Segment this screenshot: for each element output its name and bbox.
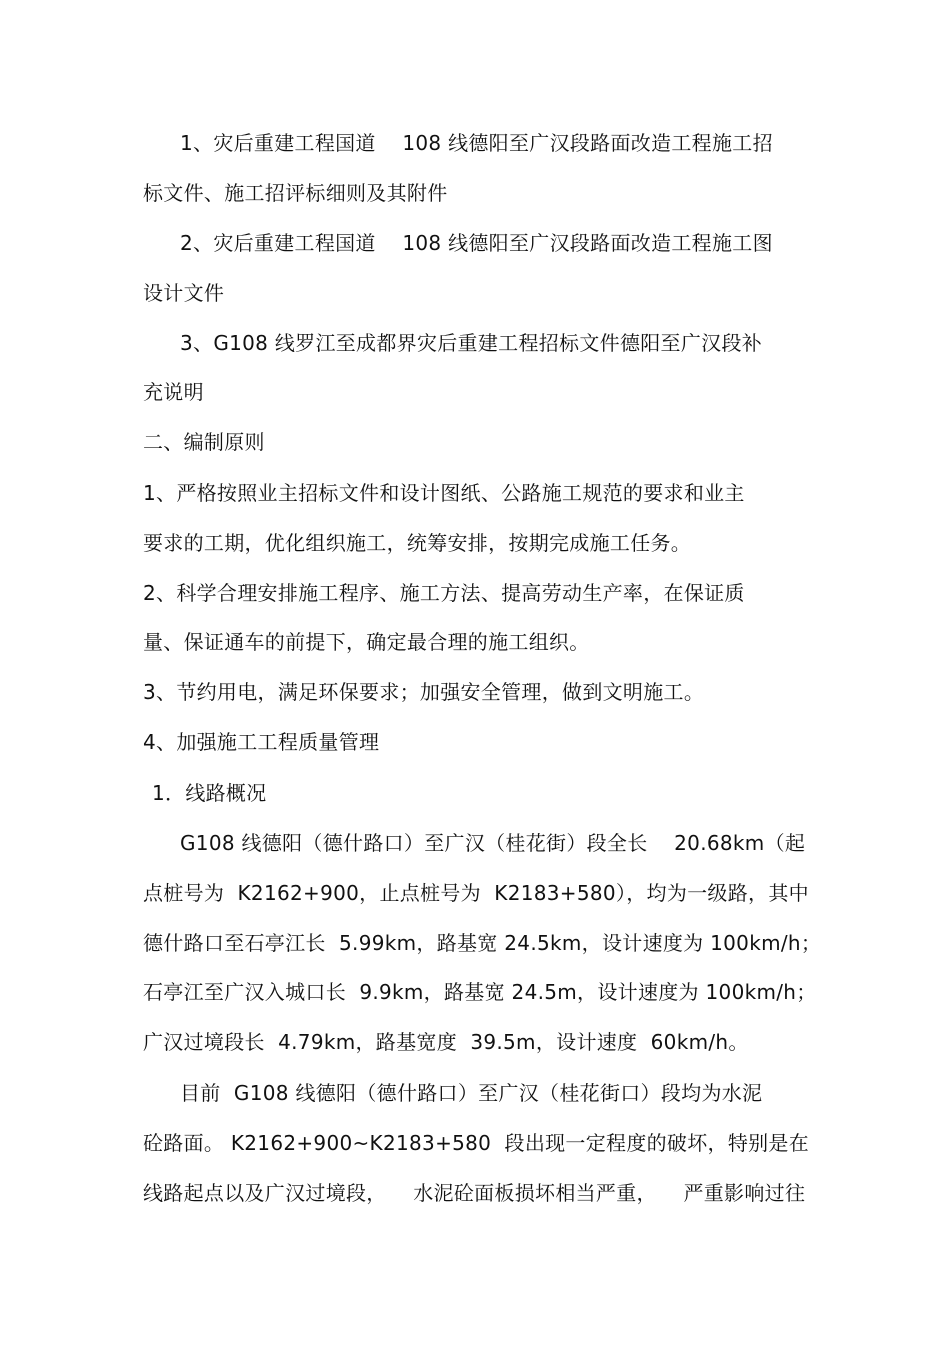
text-line: 2、科学合理安排施工程序、施工方法、提高劳动生产率，在保证质 <box>143 581 745 605</box>
text-line: 设计文件 <box>143 281 225 305</box>
text-line: 德什路口至石亭江长 5.99km，路基宽 24.5km，设计速度为 100km/h； <box>143 931 822 955</box>
text-line: 1、严格按照业主招标文件和设计图纸、公路施工规范的要求和业主 <box>143 481 745 505</box>
text-line: 4、加强施工工程质量管理 <box>143 730 380 754</box>
text-line: 目前 G108 线德阳（德什路口）至广汉（桂花街口）段均为水泥 <box>180 1081 763 1105</box>
text-line: 标文件、施工招评标细则及其附件 <box>143 181 448 205</box>
section-heading: 二、编制原则 <box>143 430 265 454</box>
text-line: 砼路面。 K2162+900~K2183+580 段出现一定程度的破坏，特别是在 <box>143 1131 810 1155</box>
text-line: 量、保证通车的前提下，确定最合理的施工组织。 <box>143 630 590 654</box>
text-line: 线路起点以及广汉过境段， 水泥砼面板损坏相当严重， 严重影响过往 <box>143 1181 806 1205</box>
text-line: 1、灾后重建工程国道 108 线德阳至广汉段路面改造工程施工招 <box>180 131 773 155</box>
text-line: 要求的工期，优化组织施工，统筹安排，按期完成施工任务。 <box>143 531 692 555</box>
text-line: 3、节约用电，满足环保要求；加强安全管理，做到文明施工。 <box>143 680 705 704</box>
text-line: 充说明 <box>143 380 204 404</box>
text-line: 广汉过境段长 4.79km，路基宽度 39.5m，设计速度 60km/h。 <box>143 1030 749 1054</box>
text-line: 石亭江至广汉入城口长 9.9km，路基宽 24.5m，设计速度为 100km/h； <box>143 980 817 1004</box>
subsection-heading: 1．线路概况 <box>152 781 267 805</box>
text-line: 3、G108 线罗江至成都界灾后重建工程招标文件德阳至广汉段补 <box>180 331 763 355</box>
text-line: 2、灾后重建工程国道 108 线德阳至广汉段路面改造工程施工图 <box>180 231 773 255</box>
text-line: G108 线德阳（德什路口）至广汉（桂花街）段全长 20.68km（起 <box>180 831 806 855</box>
text-line: 点桩号为 K2162+900，止点桩号为 K2183+580），均为一级路，其中 <box>143 881 809 905</box>
